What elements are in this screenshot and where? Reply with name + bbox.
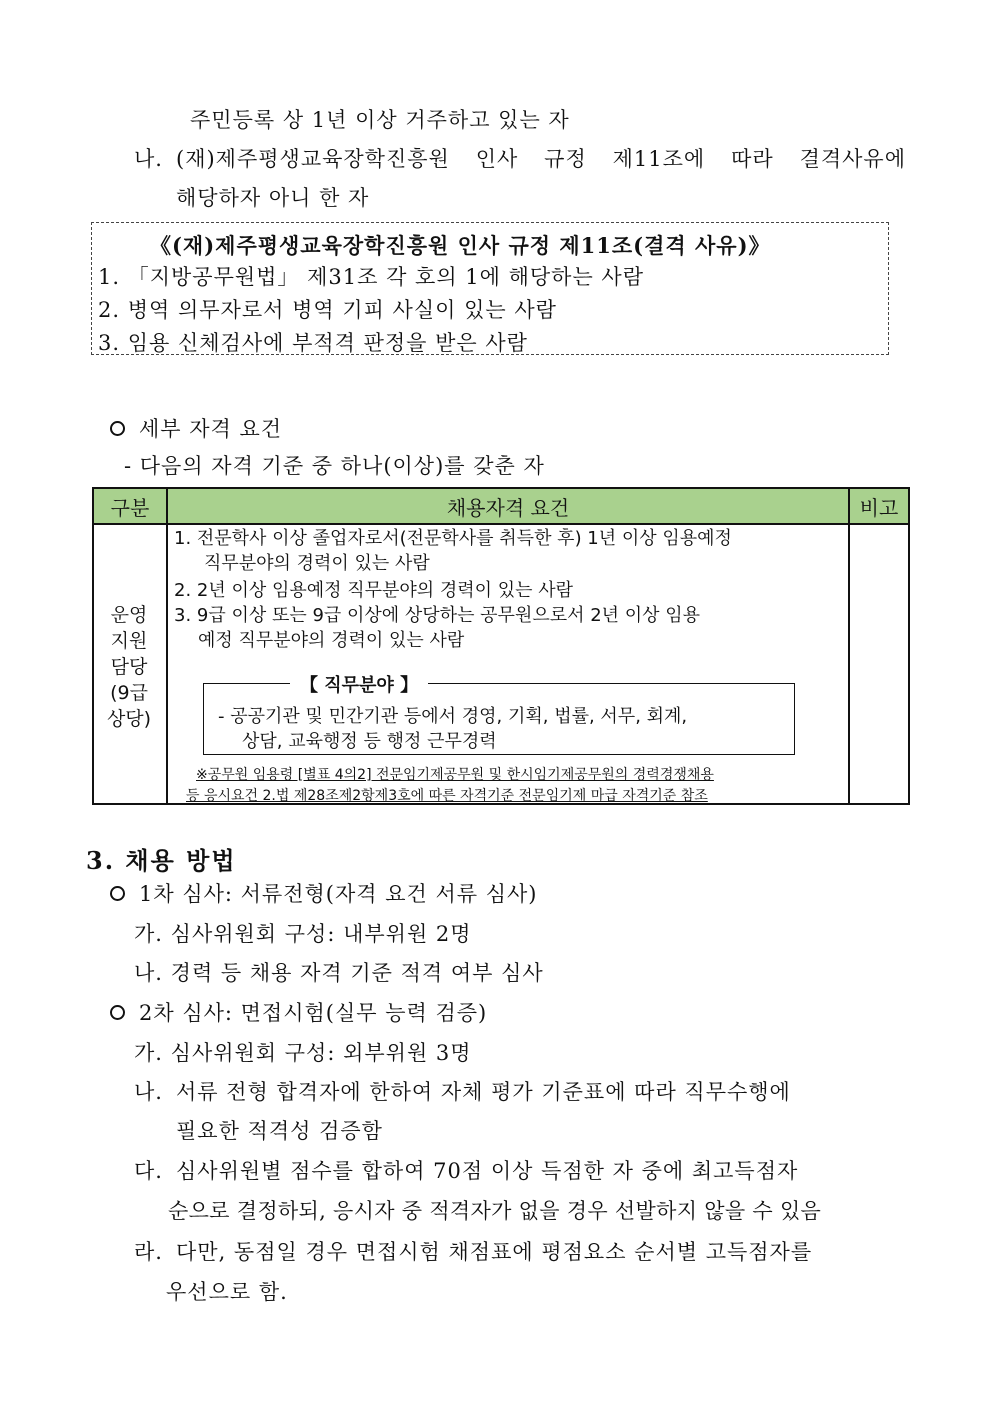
item-na-line2: 해당하자 아니 한 자 (176, 186, 370, 210)
stage2-item-na-line1: 서류 전형 합격자에 한하여 자체 평가 기준표에 따라 직무수행에 (176, 1080, 791, 1104)
section-3-title: 3. 채용 방법 (86, 846, 237, 875)
rule-box-title: 《(재)제주평생교육장학진흥원 인사 규정 제11조(결격 사유)》 (150, 233, 771, 258)
column-divider (166, 489, 168, 803)
duty-title: 【 직무분야 】 (290, 671, 428, 697)
item-marker: 나. (134, 961, 163, 985)
stage2-item-na-marker: 나. (134, 1080, 163, 1104)
duty-line-2: 상담, 교육행정 등 행정 근무경력 (242, 731, 497, 752)
category-cell (94, 602, 164, 732)
item-marker: 가. (134, 1041, 163, 1065)
category-line: (9급 (110, 682, 148, 704)
stage1-item-na (134, 957, 544, 987)
category-line: 운영 (110, 604, 148, 626)
item-text: 심사위원회 구성: 외부위원 3명 (170, 1041, 472, 1065)
rule-item-2: 2. 병역 의무자로서 병역 기피 사실이 있는 사람 (98, 298, 557, 322)
stage2-item-ga (134, 1037, 472, 1067)
note-line-1: ※공무원 임용령 [별표 4의2] 전문임기제공무원 및 한시임기제공무원의 경력경쟁채용 (196, 767, 714, 783)
req-line-2: 2. 2년 이상 임용예정 직무분야의 경력이 있는 사람 (174, 580, 574, 601)
stage2-item-ra-line2: 우선으로 함. (166, 1280, 288, 1304)
stage2-text: 2차 심사: 면접시험(실무 능력 검증) (139, 1001, 488, 1025)
column-divider (848, 489, 850, 803)
header-requirements: 채용자격 요건 (166, 489, 850, 525)
detail-heading (110, 413, 282, 443)
stage1-text: 1차 심사: 서류전형(자격 요건 서류 심사) (139, 882, 538, 906)
item-text: 심사위원회 구성: 내부위원 2명 (170, 922, 472, 946)
rule-item-1: 1. 「지방공무원법」 제31조 각 호의 1에 해당하는 사람 (98, 265, 644, 289)
category-line: 담당 (110, 656, 148, 678)
stage2-item-da-line1: 심사위원별 점수를 합하여 70점 이상 득점한 자 중에 최고득점자 (176, 1159, 799, 1183)
req-line-1: 1. 전문학사 이상 졸업자로서(전문학사를 취득한 후) 1년 이상 임용예정 (174, 528, 732, 549)
circle-bullet-icon (110, 421, 125, 436)
item-na-line1: (재)제주평생교육장학진흥원 인사 규정 제11조에 따라 결격사유에 (176, 147, 906, 171)
req-line-1b: 직무분야의 경력이 있는 사람 (204, 553, 430, 574)
item-marker: 가. (134, 922, 163, 946)
category-line: 상당) (106, 708, 152, 730)
req-line-3b: 예정 직무분야의 경력이 있는 사람 (198, 630, 465, 651)
req-line-3: 3. 9급 이상 또는 9급 이상에 상당하는 공무원으로서 2년 이상 임용 (174, 605, 701, 626)
stage1-heading (110, 878, 538, 908)
stage2-heading (110, 997, 487, 1027)
stage2-item-ra-line1: 다만, 동점일 경우 면접시험 채점표에 평점요소 순서별 고득점자를 (176, 1240, 813, 1264)
header-category: 구분 (94, 489, 166, 525)
category-line: 지원 (110, 630, 148, 652)
stage2-item-na-line2: 필요한 적격성 검증함 (176, 1119, 383, 1143)
rule-item-3: 3. 임용 신체검사에 부적격 판정을 받은 사람 (98, 331, 528, 355)
residency-line: 주민등록 상 1년 이상 거주하고 있는 자 (190, 108, 570, 132)
detail-heading-text: 세부 자격 요건 (139, 417, 283, 441)
circle-bullet-icon (110, 886, 125, 901)
header-remark: 비고 (850, 489, 908, 525)
stage1-item-ga (134, 918, 472, 948)
stage2-item-ra-marker: 라. (134, 1240, 163, 1264)
item-text: 경력 등 채용 자격 기준 적격 여부 심사 (170, 961, 544, 985)
stage2-item-da-marker: 다. (134, 1159, 163, 1183)
circle-bullet-icon (110, 1005, 125, 1020)
duty-line-1: - 공공기관 및 민간기관 등에서 경영, 기획, 법률, 서무, 회계, (218, 706, 688, 727)
item-na-marker: 나. (134, 147, 163, 171)
detail-sub: - 다음의 자격 기준 중 하나(이상)를 갖춘 자 (124, 454, 545, 478)
note-line-2: 등 응시요건 2.법 제28조제2항제3호에 따른 자격기준 전문임기제 마급 자격기준 참조 (186, 788, 708, 804)
stage2-item-da-line2: 순으로 결정하되, 응시자 중 적격자가 없을 경우 선발하지 않을 수 있음 (168, 1199, 822, 1223)
